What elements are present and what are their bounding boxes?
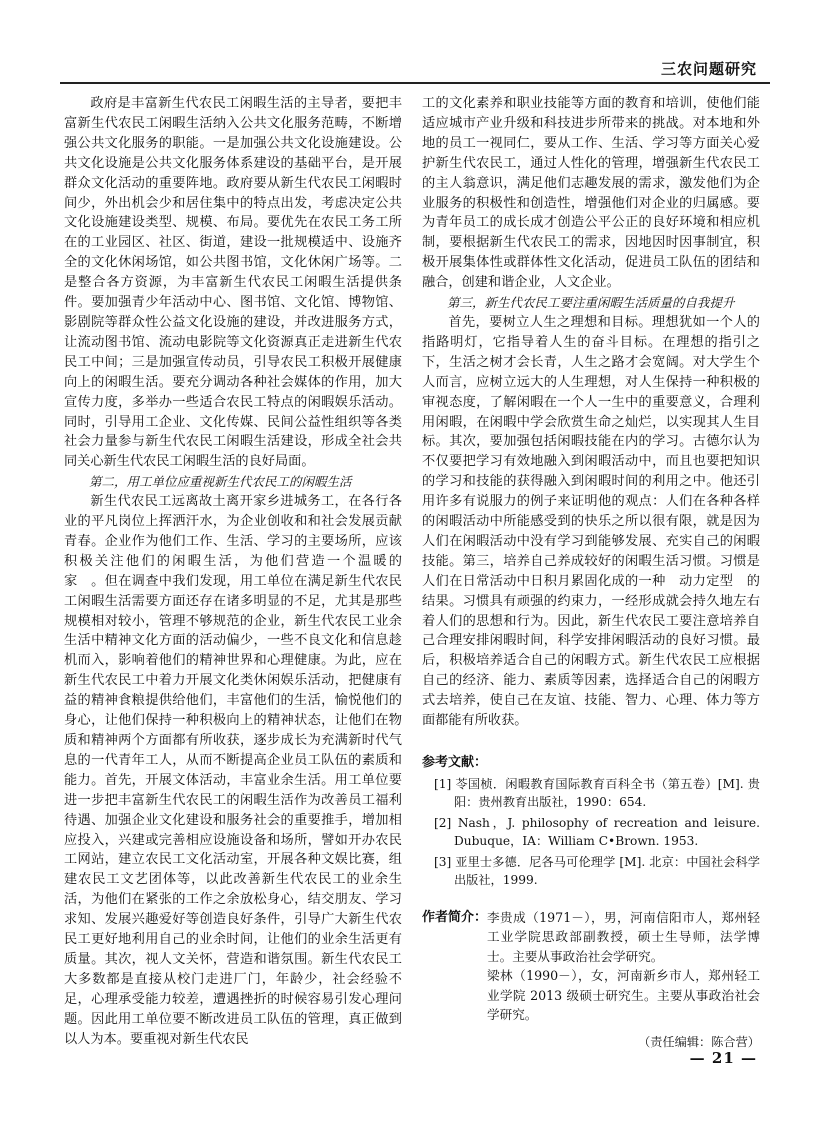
- header-rule: [60, 82, 770, 84]
- left-paragraph-1: 政府是丰富新生代农民工闲暇生活的主导者，要把丰富新生代农民工闲暇生活纳入公共文化服务范畴，不断增强公共文化服务的职能。一是加强公共文化设施建设。公共文化设施是公共文化服务体系建设的基础平台，是开展群众文化活动的重要阵地。政府要从新生代农民工闲暇时间少，外出机会少和居住集中的特点出发，考虑决定公共文化设施建设类型、规模、布局。要优先在农民工务工所在的工业园区、社区、街道，建设一批规模适中、设施齐全的文化休闲场馆，如公共图书馆，文化休闲广场等。二是整合各方资源，为丰富新生代农民工闲暇生活提供条件。要加强青少年活动中心、图书馆、文化馆、博物馆、影剧院等群众性公益文化设施的建设，并改进服务方式，让流动图书馆、流动电影院等文化资源真正走进新生代农民工中间；三是加强宣传动员，引导农民工积极开展健康向上的闲暇生活。要充分调动各种社会媒体的作用，加大宣传力度，多举办一些适合农民工特点的闲暇娱乐活动。同时，引导用工企业、文化传媒、民间公益性组织等各类社会力量参与新生代农民工闲暇生活建设，形成全社会共同关心新生代农民工闲暇生活的良好局面。: [64, 96, 402, 470]
- right-paragraph-2: 首先，要树立人生之理想和目标。理想犹如一个人的指路明灯，它指导着人生的奋斗目标。在理想的指引之下，生活之树才会长青，人生之路才会宽阔。对大学生个人而言，应树立远大的人生理想，对人生保持一种积极的审视态度，了解闲暇在一个人一生中的重要意义，合理利用闲暇，在闲暇中学会欣赏生命之灿烂，以实现其人生目标。其次，要加强包括闲暇技能在内的学习。古德尔认为不仅要把学习有效地融入到闲暇活动中，而且也要把知识的学习和技能的获得融入到闲暇时间的利用之中。他还引用许多有说服力的例子来证明他的观点：人们在各种各样的闲暇活动中所能感受到的快乐之所以很有限，就是因为人们在闲暇活动中没有学习到能够发展、充实自己的闲暇技能。第三，培养自己养成较好的闲暇生活习惯。习惯是人们在日常活动中日积月累固化成的一种 动力定型 的结果。习惯具有顽强的约束力，一经形成就会持久地左右着人们的思想和行为。因此，新生代农民工要注意培养自己合理安排闲暇时间，科学安排闲暇活动的良好习惯。最后，积极培养适合自己的闲暇方式。新生代农民工应根据自己的经济、能力、素质等因素，选择适合自己的闲暇方式去培养，使自己在友谊、技能、智力、心理、体力等方面都能有所收获。: [422, 314, 760, 729]
- left-column: [64, 94, 416, 1050]
- reference-item: [3] 亚里士多德．尼各马可伦理学 [M]. 北京：中国社会科学出版社，1999.: [434, 854, 760, 888]
- responsible-editor: （责任编辑：陈合营）: [638, 1034, 760, 1049]
- journal-section-title: 三农问题研究: [660, 60, 757, 78]
- section-heading-3: 第三，新生代农民工要注重闲暇生活质量的自我提升: [447, 295, 735, 311]
- section-heading-2: 第二，用工单位应重视新生代农民工的闲暇生活: [89, 474, 352, 490]
- right-column: [422, 94, 760, 1052]
- references-list: [422, 775, 760, 890]
- author-bio-2: 梁林（1990－），女，河南新乡市人，郑州轻工业学院 2013 级硕士研究生。主要从事政治社会学研究。: [487, 968, 760, 1023]
- author-row: [422, 908, 760, 1025]
- right-paragraph-1: 工的文化素养和职业技能等方面的教育和培训，使他们能适应城市产业升级和科技进步所带来的挑战。对本地和外地的员工一视同仁，要从工作、生活、学习等方面关心爱护新生代农民工，通过人性化的管理，增强新生代农民工的主人翁意识，满足他们志趣发展的需求，激发他们为企业服务的积极性和创造性，增强他们对企业的归属感。要为青年员工的成长成才创造公平公正的良好环境和相应机制，要根据新生代农民工的需求，因地因时因事制宜，积极开展集体性或群体性文化活动，促进员工队伍的团结和融合，创建和谐企业，人文企业。: [422, 96, 760, 291]
- author-bio-1: 李贵成（1971－），男，河南信阳市人，郑州轻工业学院思政部副教授，硕士生导师，法学博士。主要从事政治社会学研究。: [487, 909, 760, 964]
- reference-item: [2] Nash，J. philosophy of recreation and leisure. Dubuque，IA：William C•Brown. 1953.: [434, 815, 760, 849]
- author-info: [422, 908, 760, 1053]
- references-title: 参考文献：: [422, 755, 488, 770]
- references: [422, 753, 760, 890]
- left-paragraph-2: 新生代农民工远离故土离开家乡进城务工，在各行各业的平凡岗位上挥洒汗水，为企业创收和和社会发展贡献青春。企业作为他们工作、生活、学习的主要场所，应该积极关注他们的闲暇生活，为他们营造一个温暖的 家 。但在调查中我们发现，用工单位在满足新生代农民工闲暇生活需要方面还存在诸多明显的不足，尤其是那些规模相对较小，管理不够规范的企业，新生代农民工业余生活中精神文化方面的活动偏少，一些不良文化和信息趁机而入，影响着他们的精神世界和心理健康。为此，应在新生代农民工中着力开展文化类休闲娱乐活动，把健康有益的精神食粮提供给他们，丰富他们的生活，愉悦他们的身心，让他们保持一种积极向上的精神状态，让他们在物质和精神两个方面都有所收获，逐步成长为充满新时代气息的一代青年工人，从而不断提高企业员工队伍的素质和能力。首先，开展文体活动，丰富业余生活。用工单位要进一步把丰富新生代农民工的闲暇生活作为改善员工福利待遇、加强企业文化建设和服务社会的重要推手，增加相应投入，兴建或完善相应设施设备和场所，譬如开办农民工网站，建立农民工文化活动室，开展各种文娱比赛，组建农民工文艺团体等，以此改善新生代农民工的业余生活，为他们在紧张的工作之余放松身心，结交朋友、学习求知、发展兴趣爱好等创造良好条件，引导广大新生代农民工更好地利用自己的业余时间，让他们的业余生活更有质量。其次，视人文关怀，营造和谐氛围。新生代农民工大多数都是直接从校门走进厂门，年龄少，社会经验不足，心理承受能力较差，遭遇挫折的时候容易引发心理问题。因此用工单位要不断改进员工队伍的管理，真正做到以人为本。要重视对新生代农民: [64, 494, 416, 1047]
- page-number: — 21 —: [689, 1049, 757, 1067]
- reference-item: [1] 苓国桢．闲暇教育国际教育百科全书（第五卷）[M]. 贵阳：贵州教育出版社，1990：654.: [434, 776, 760, 810]
- author-label: 作者简介：: [422, 909, 488, 925]
- author-body: [487, 908, 760, 1025]
